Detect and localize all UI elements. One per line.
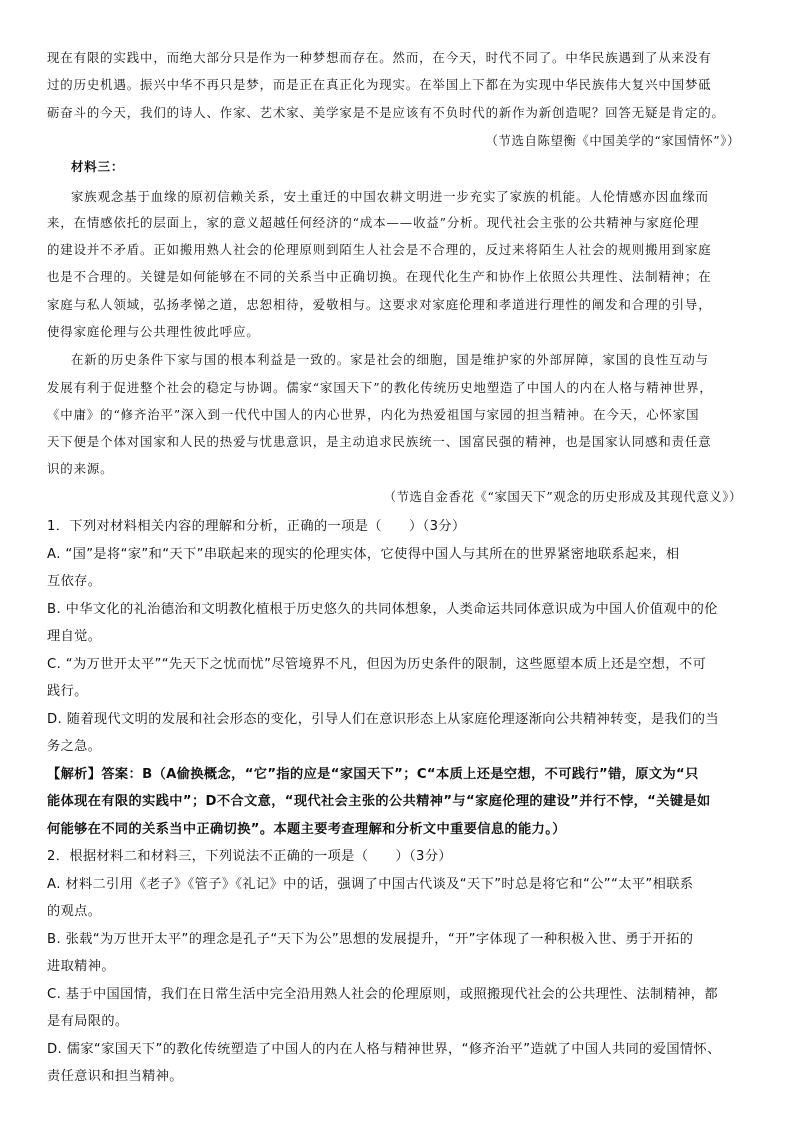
question1-option-b: B. 中华文化的礼治德治和文明教化植根于历史悠久的共同体想象，人类命运共同体意识成为中国人价值观中的伦 (47, 602, 718, 617)
question2-stem: 2．根据材料二和材料三，下列说法不正确的一项是（ ）（3分） (47, 849, 453, 864)
material3-p2-line: 识的来源。 (47, 461, 114, 476)
material3-heading: 材料三： (71, 159, 125, 174)
question1-analysis-line: 【解析】答案：B（A偷换概念，“它”指的应是“家国天下”；C“本质上还是空想，不可践行”错，原文为“只 (47, 767, 699, 782)
question2-option-b-cont: 进取精神。 (47, 959, 115, 974)
question2-option-c-cont: 是有局限的。 (47, 1014, 129, 1029)
question2-option-c: C. 基于中国国情，我们在日常生活中完全沿用熟人社会的伦理原则，或照搬现代社会的公共理性、法制精神，都 (47, 987, 718, 1002)
material3-p2-line: 发展有利于促进整个社会的稳定与协调。儒家“家国天下”的教化传统历史地塑造了中国人的内在人格与精神世界， (47, 380, 713, 395)
question1-option-c-cont: 践行。 (47, 684, 88, 699)
material3-p2-line: 在新的历史条件下家与国的根本利益是一致的。家是社会的细胞，国是维护家的外部屏障，家国的良性互动与 (71, 352, 709, 367)
question2-option-a-cont: 的观点。 (47, 904, 102, 919)
material3-p1-line: 来，在情感依托的层面上，家的意义超越任何经济的“成本——收益”分析。现代社会主张的公共精神与家庭伦理 (47, 215, 700, 230)
question2-option-d-cont: 责任意识和担当精神。 (47, 1069, 183, 1084)
material3-p1-line: 家庭与私人领域，弘扬孝悌之道，忠恕相待，爱敬相与。这要求对家庭伦理和孝道进行理性的阐发和合理的引导， (47, 297, 712, 312)
material2-line: 砺奋斗的今天，我们的诗人、作家、艺术家、美学家是不是应该有不负时代的新作为新创造呢？回答无疑是肯定的。 (47, 105, 725, 120)
question1-option-b-cont: 理自觉。 (47, 629, 102, 644)
question1-analysis-line: 何能够在不同的关系当中正确切换”。本题主要考查理解和分析文中重要信息的能力。） (47, 822, 566, 837)
material3-p2-line: 天下便是个体对国家和人民的热爱与忧患意识，是主动追求民族统一、国富民强的精神，也是国家认同感和责任意 (47, 434, 712, 449)
question2-option-d: D. 儒家“家国天下”的教化传统塑造了中国人的内在人格与精神世界，“修齐治平”造就了中国人共同的爱国情怀、 (47, 1042, 721, 1057)
question2-option-a: A. 材料二引用《老子》《管子》《礼记》中的话，强调了中国古代谈及“天下”时总是将它和“公”“太平”相联系 (47, 877, 694, 892)
material3-p1-line: 也是不合理的。关键是如何能够在不同的关系当中正确切换。在现代化生产和协作上依照公共理性、法制精神；在 (47, 269, 712, 284)
question1-option-d: D. 随着现代文明的发展和社会形态的变化，引导人们在意识形态上从家庭伦理逐渐向公共精神转变，是我们的当 (47, 712, 719, 727)
question2-option-b: B. 张载“为万世开太平”的理念是孔子“天下为公”思想的发展提升，“开”字体现了一种积极入世、勇于开拓的 (47, 932, 694, 947)
material3-p1-line: 家族观念基于血缘的原初信赖关系，安土重迁的中国农耕文明进一步充实了家族的机能。人伦情感亦因血缘而 (71, 189, 709, 204)
material3-p2-line: 《中庸》的“修齐治平”深入到一代代中国人的内心世界，内化为热爱祖国与家园的担当精神。在今天，心怀家国 (47, 407, 700, 422)
question1-option-a: A. “国”是将“家”和“天下”串联起来的现实的伦理实体，它使得中国人与其所在的世界紧密地联系起来，相 (47, 547, 680, 562)
question1-analysis-line: 能体现在有限的实践中”；D不合文意，“现代社会主张的公共精神”与“家庭伦理的建设”并行不悖，“关键是如 (47, 794, 711, 809)
question1-option-d-cont: 务之急。 (47, 739, 102, 754)
material2-line: 现在有限的实践中，而绝大部分只是作为一种梦想而存在。然而，在今天，时代不同了。中华民族遇到了从来没有 (47, 50, 712, 65)
material3-source: （节选自金香花《“家国天下”观念的历史形成及其现代意义》） (383, 489, 742, 504)
material3-p1-line: 的建设并不矛盾。正如搬用熟人社会的伦理原则到陌生人社会是不合理的，反过来将陌生人社会的规则搬用到家庭 (47, 242, 712, 257)
question1-option-a-cont: 互依存。 (47, 574, 102, 589)
material3-p1-line: 使得家庭伦理与公共理性彼此呼应。 (47, 324, 260, 339)
question1-stem: 1．下列对材料相关内容的理解和分析，正确的一项是（ ）（3分） (47, 519, 466, 534)
question1-option-c: C. “为万世开太平”“先天下之忧而忧”尽管境界不凡，但因为历史条件的限制，这些愿望本质上还是空想，不可 (47, 657, 707, 672)
material2-line: 过的历史机遇。振兴中华不再只是梦，而是正在真正化为现实。在举国上下都在为实现中华民族伟大复兴中国梦砥 (47, 77, 712, 92)
material2-source: （节选自陈望衡《中国美学的“家国情怀”》） (485, 133, 740, 148)
